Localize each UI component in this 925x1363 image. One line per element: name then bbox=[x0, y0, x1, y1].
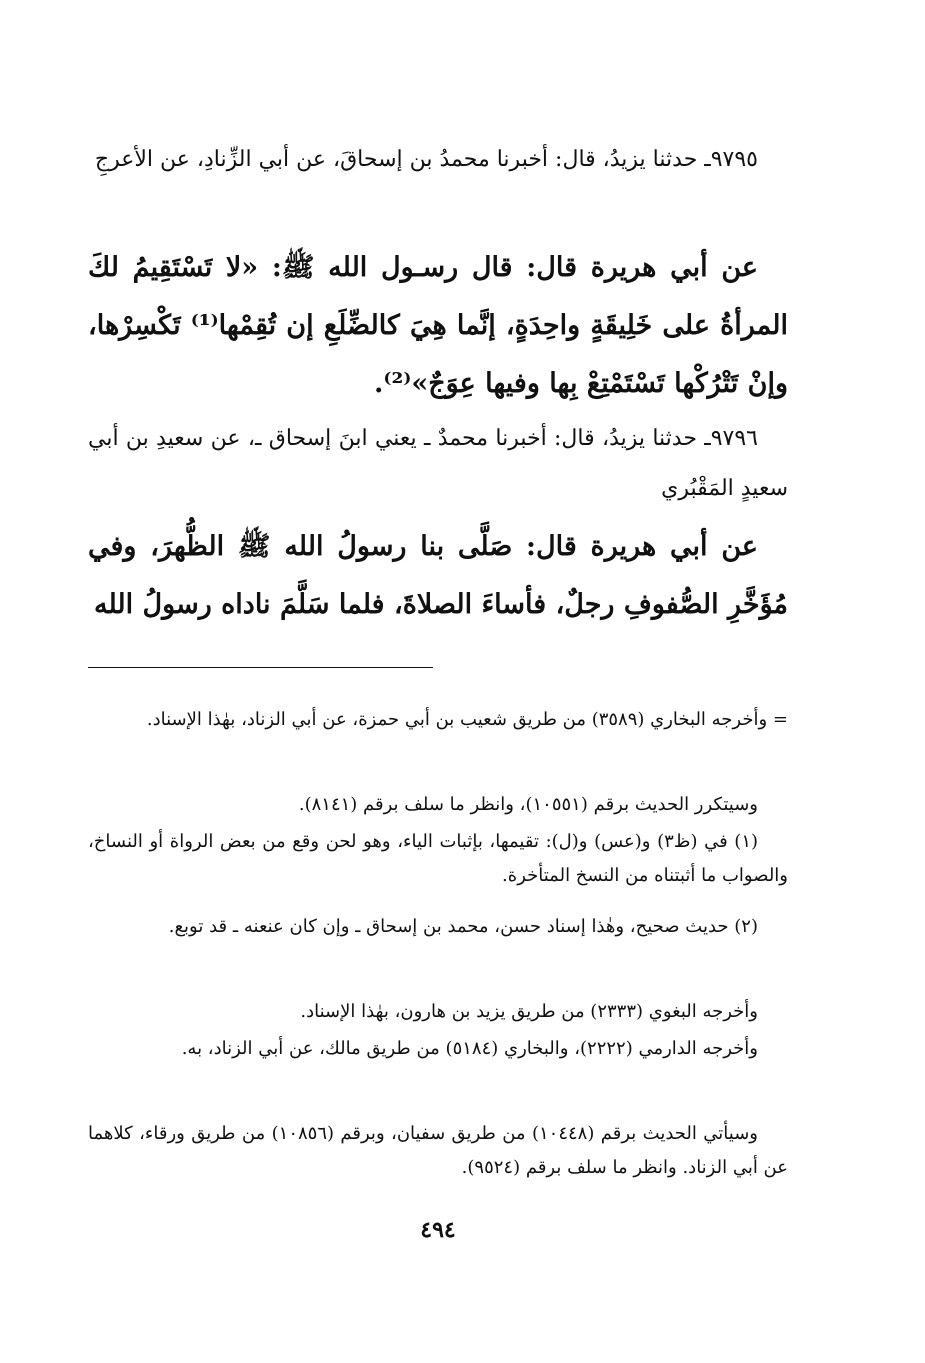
footnote-2-cross-refs: وسيأتي الحديث برقم (١٠٤٤٨) من طريق سفيان، وبرقم (١٠٨٥٦) من طريق ورقاء، كلاهما عن أبي الزناد. وانظر ما سلف برقم (٩٥٢٤). bbox=[88, 1123, 788, 1178]
page-number: ٤٩٤ bbox=[420, 1217, 456, 1243]
footnote-1: (١) في (ظ٣) و(عس) و(ل): تقيمها، بإثبات الياء، وهو لحن وقع من بعض الرواة أو النساخ، والصواب ما أثبتناه من النسخ المتأخرة. bbox=[88, 831, 788, 886]
hadith-9795-matn: عن أبي هريرة قال: قال رسـول الله ﷺ: «لا تَسْتَقِيمُ لكَ المرأةُ على خَلِيقَةٍ واحِدَةٍ، إنَّما هِيَ كالضِّلَعِ إن تُقِمْها⁽¹⁾ تَكْسِرْها، وإنْ تَتْرُكْها تَسْتَمْتِعْ بِها وفيها عِوَجٌ»⁽²⁾. bbox=[88, 252, 788, 399]
footnote-continuation-cross-ref: وسيتكرر الحديث برقم (١٠٥٥١)، وانظر ما سلف برقم (٨١٤١). bbox=[298, 794, 758, 815]
hadith-9796-isnad: ٩٧٩٦ـ حدثنا يزيدُ، قال: أخبرنا محمدٌ ـ يعني ابنَ إسحاق ـ، عن سعيدِ بن أبي سعيدٍ المَقْبُري bbox=[88, 426, 788, 501]
footnote-2-darimi: وأخرجه الدارمي (٢٢٢٢)، والبخاري (٥١٨٤) من طريق مالك، عن أبي الزناد، به. bbox=[181, 1038, 758, 1059]
footnote-2-baghawi: وأخرجه البغوي (٢٣٣٣) من طريق يزيد بن هارون، بهٰذا الإسناد. bbox=[300, 1001, 758, 1022]
hadith-9796-matn: عن أبي هريرة قال: صَلَّى بنا رسولُ الله ﷺ الظُّهرَ، وفي مُؤَخَّرِ الصُّفوفِ رجلٌ، فأساءَ الصلاةَ، فلما سَلَّمَ ناداه رسولُ الله bbox=[88, 531, 788, 620]
footnote-separator bbox=[88, 667, 433, 668]
footnote-continuation: = وأخرجه البخاري (٣٥٨٩) من طريق شعيب بن أبي حمزة، عن أبي الزناد، بهٰذا الإسناد. bbox=[146, 709, 788, 730]
book-page bbox=[88, 0, 788, 1363]
hadith-9795-isnad: ٩٧٩٥ـ حدثنا يزيدُ، قال: أخبرنا محمدُ بن إسحاقَ، عن أبي الزِّنادِ، عن الأعرجِ bbox=[94, 147, 758, 172]
footnote-2: (٢) حديث صحيح، وهٰذا إسناد حسن، محمد بن إسحاق ـ وإن كان عنعنه ـ قد توبع. bbox=[168, 916, 758, 937]
